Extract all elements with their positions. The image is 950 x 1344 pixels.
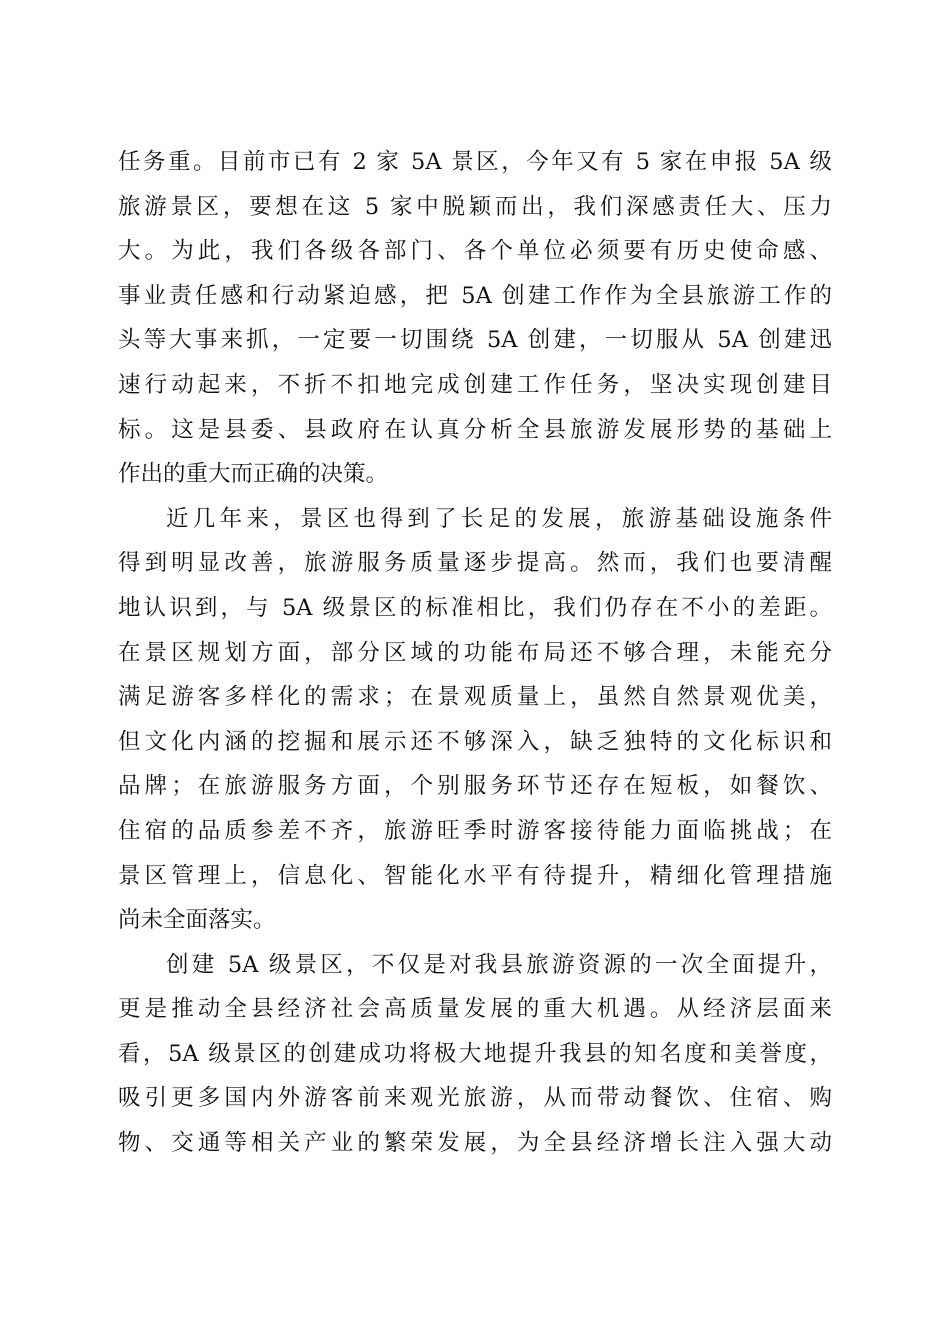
- text-line: 物、交通等相关产业的繁荣发展，为全县经济增长注入强大动: [118, 1130, 832, 1157]
- text-line: 任务重。目前市已有 2 家 5A 景区，今年又有 5 家在申报 5A 级: [118, 149, 832, 175]
- text-line: 创建 5A 级景区，不仅是对我县旅游资源的一次全面提升，: [166, 951, 832, 978]
- paragraph-3: [118, 943, 832, 1166]
- text-line: 作出的重大而正确的决策。: [118, 461, 389, 488]
- text-line: 速行动起来，不折不扣地完成创建工作任务，坚决实现创建目: [118, 371, 832, 398]
- text-line: 地认识到，与 5A 级景区的标准相比，我们仍存在不小的差距。: [118, 594, 832, 621]
- text-line: 吸引更多国内外游客前来观光旅游，从而带动餐饮、住宿、购: [118, 1085, 832, 1112]
- paragraph-2: [118, 497, 832, 943]
- text-line: 近几年来，景区也得到了长足的发展，旅游基础设施条件: [166, 505, 832, 532]
- text-line: 在景区规划方面，部分区域的功能布局还不够合理，未能充分: [118, 639, 832, 666]
- paragraph-1: [118, 140, 832, 497]
- text-line: 尚未全面落实。: [118, 907, 276, 934]
- text-line: 头等大事来抓，一定要一切围绕 5A 创建，一切服从 5A 创建迅: [118, 327, 832, 354]
- text-line: 看，5A 级景区的创建成功将极大地提升我县的知名度和美誉度，: [118, 1040, 832, 1067]
- text-line: 事业责任感和行动紧迫感，把 5A 创建工作作为全县旅游工作的: [118, 282, 832, 309]
- text-line: 住宿的品质参差不齐，旅游旺季时游客接待能力面临挑战；在: [118, 817, 832, 844]
- text-line: 标。这是县委、县政府在认真分析全县旅游发展形势的基础上: [118, 416, 832, 443]
- text-line: 景区管理上，信息化、智能化水平有待提升，精细化管理措施: [118, 862, 832, 889]
- text-line: 满足游客多样化的需求；在景观质量上，虽然自然景观优美，: [118, 684, 832, 711]
- text-line: 大。为此，我们各级各部门、各个单位必须要有历史使命感、: [118, 238, 832, 265]
- text-line: 品牌；在旅游服务方面，个别服务环节还存在短板，如餐饮、: [118, 773, 832, 800]
- text-line: 更是推动全县经济社会高质量发展的重大机遇。从经济层面来: [118, 996, 832, 1023]
- body-text: [118, 140, 832, 1166]
- text-line: 但文化内涵的挖掘和展示还不够深入，缺乏独特的文化标识和: [118, 728, 832, 755]
- text-line: 旅游景区，要想在这 5 家中脱颖而出，我们深感责任大、压力: [118, 193, 832, 220]
- text-line: 得到明显改善，旅游服务质量逐步提高。然而，我们也要清醒: [118, 550, 832, 577]
